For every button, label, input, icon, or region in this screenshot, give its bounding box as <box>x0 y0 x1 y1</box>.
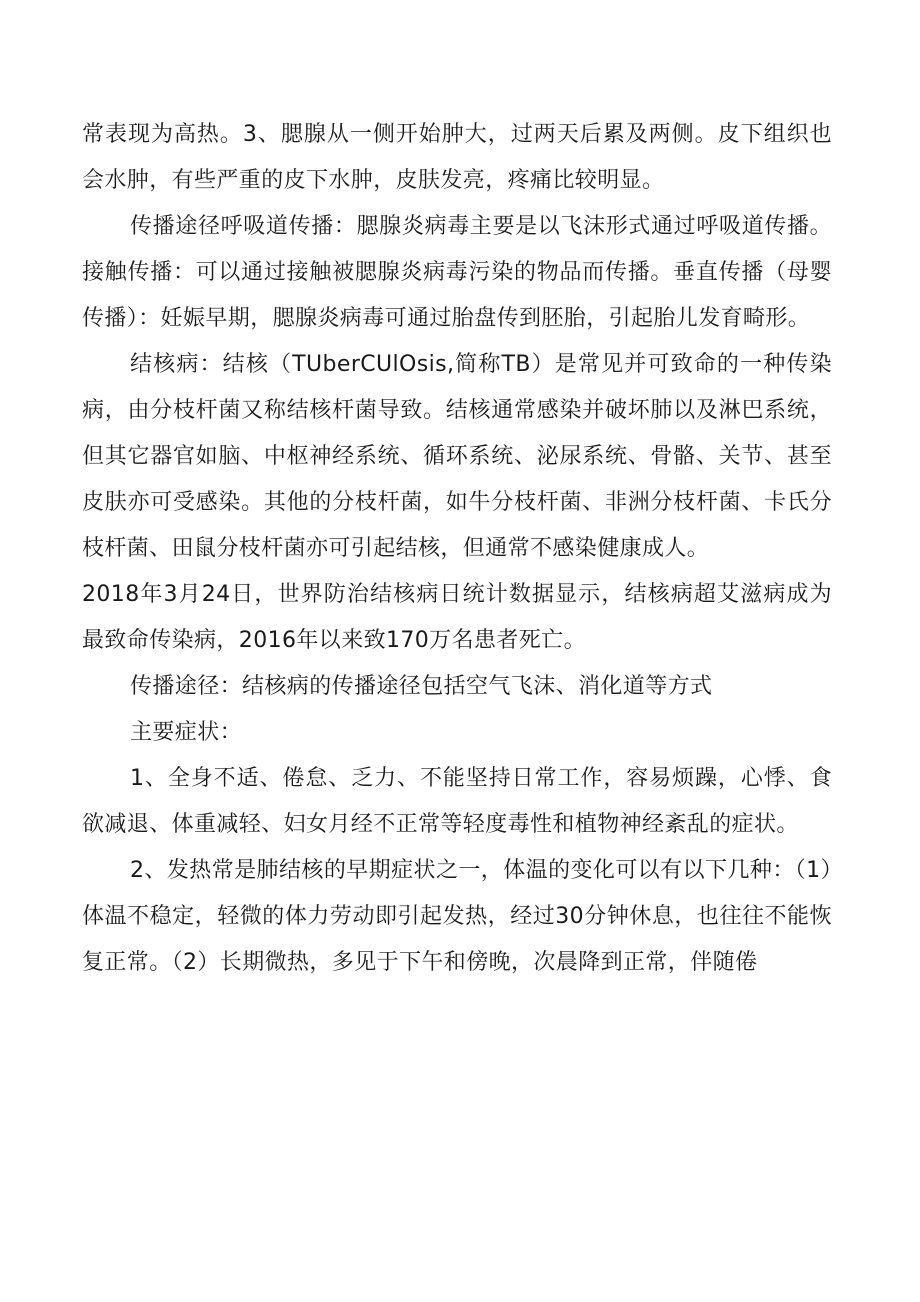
paragraph-symptom-1: 1、全身不适、倦怠、乏力、不能坚持日常工作，容易烦躁，心悸、食欲减退、体重减轻、妇女月经不正常等轻度毒性和植物神经紊乱的症状。 <box>82 766 832 837</box>
paragraph-symptom-2: 2、发热常是肺结核的早期症状之一，体温的变化可以有以下几种：（1）体温不稳定，轻微的体力劳动即引起发热，经过30分钟休息，也往往不能恢复正常。（2）长期微热，多见于下午和傍晚，次晨降到正常，伴随倦 <box>82 858 832 975</box>
paragraph-tb-transmission: 传播途径：结核病的传播途径包括空气飞沫、消化道等方式 <box>130 674 713 699</box>
paragraph-mumps-transmission: 传播途径呼吸道传播：腮腺炎病毒主要是以飞沫形式通过呼吸道传播。接触传播：可以通过接触被腮腺炎病毒污染的物品而传播。垂直传播（母婴传播）：妊娠早期，腮腺炎病毒可通过胎盘传到胚胎，引起胎儿发育畸形。 <box>82 214 832 331</box>
paragraph-tuberculosis-intro: 结核病：结核（TUberCUlOsis,简称TB）是常见并可致命的一种传染病，由分枝杆菌又称结核杆菌导致。结核通常感染并破坏肺以及淋巴系统，但其它器官如脑、中枢神经系统、循环系统、泌尿系统、骨骼、关节、甚至皮肤亦可受感染。其他的分枝杆菌，如牛分枝杆菌、非洲分枝杆菌、卡氏分枝杆菌、田鼠分枝杆菌亦可引起结核，但通常不感染健康成人。 <box>82 352 832 561</box>
paragraph-tb-statistics: 2018年3月24日，世界防治结核病日统计数据显示，结核病超艾滋病成为最致命传染病，2016年以来致170万名患者死亡。 <box>82 582 832 653</box>
document-body <box>82 112 832 986</box>
heading-main-symptoms: 主要症状： <box>130 720 243 745</box>
paragraph-mumps-symptoms: 常表现为高热。3、腮腺从一侧开始肿大，过两天后累及两侧。皮下组织也会水肿，有些严重的皮下水肿，皮肤发亮，疼痛比较明显。 <box>82 122 832 193</box>
